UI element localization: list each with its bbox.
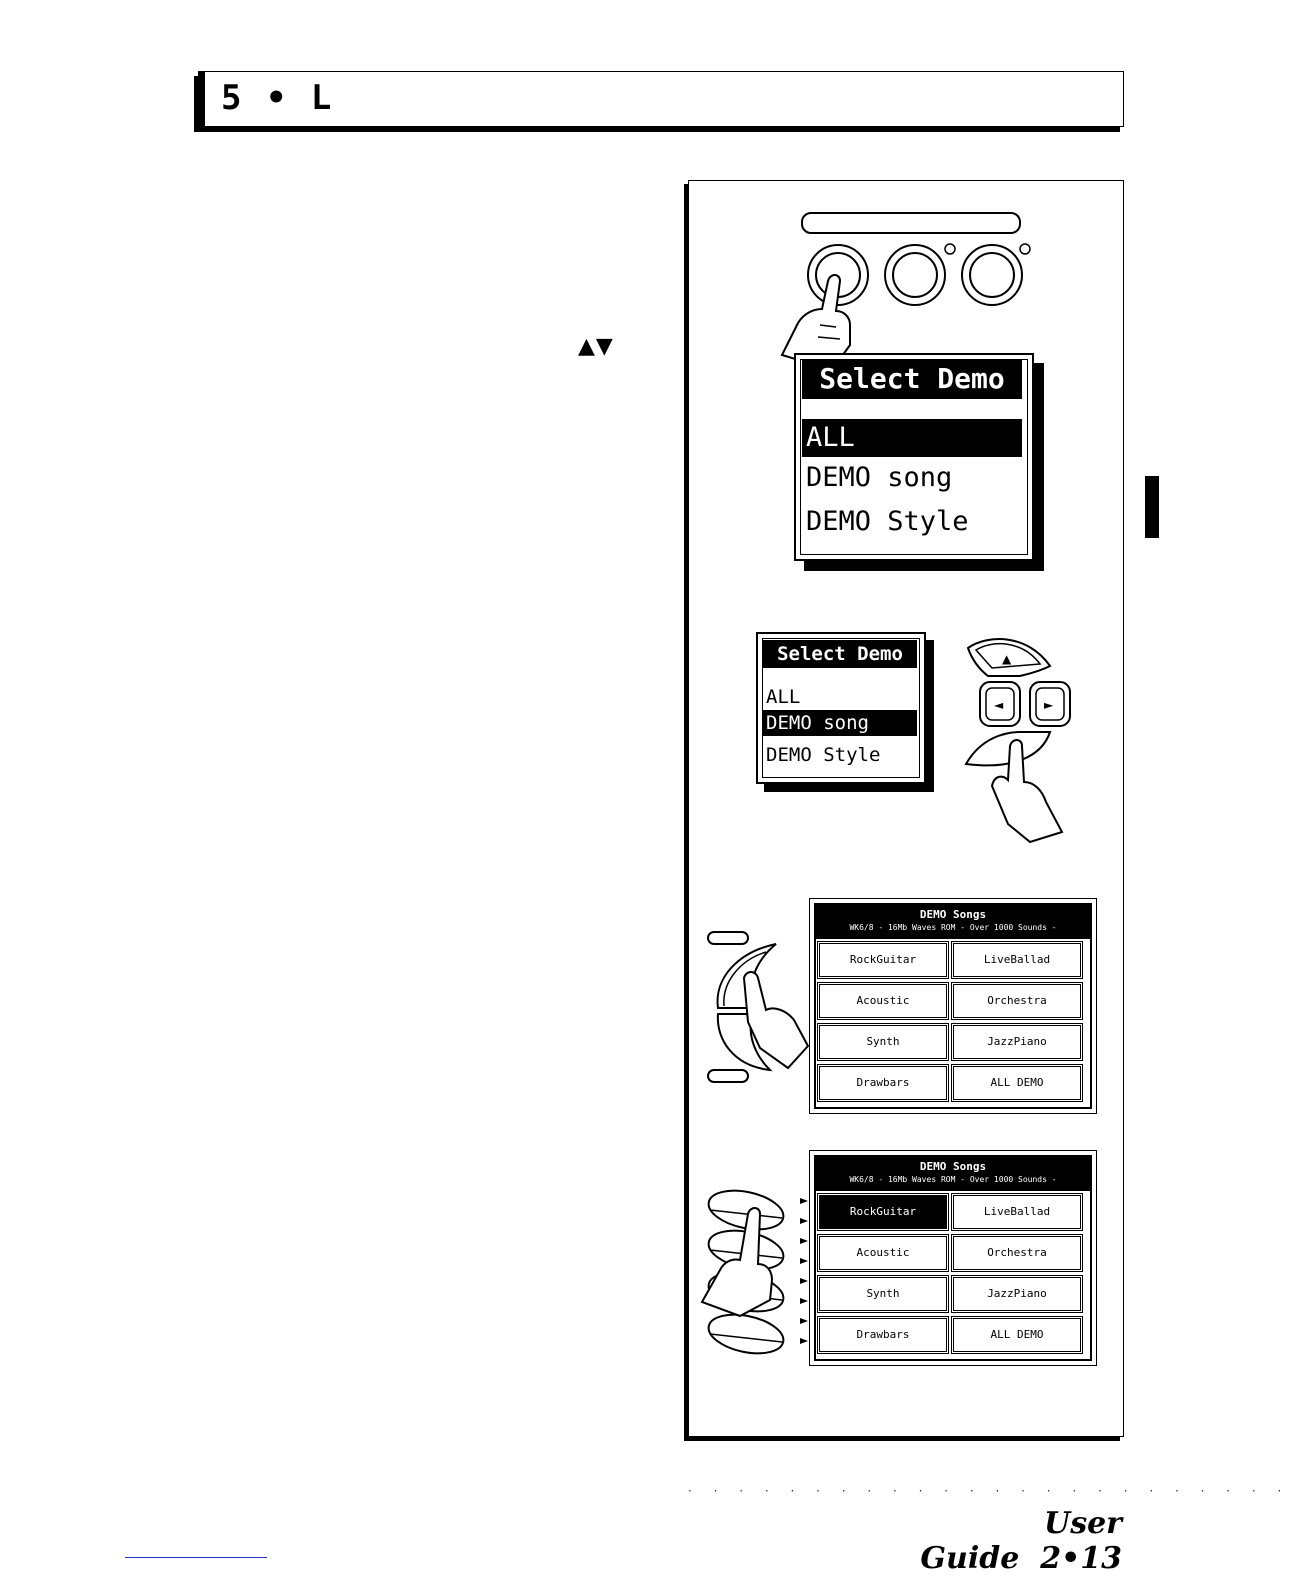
demo-songs-title: DEMO Songs	[919, 908, 987, 921]
demo-song-cell[interactable]: ALL DEMO	[951, 1316, 1083, 1354]
lcd-option-demo-style[interactable]: DEMO Style	[806, 506, 969, 537]
indicator-slot	[708, 1070, 748, 1082]
chapter-title: 5 • L	[221, 78, 334, 118]
demo-song-cell[interactable]: LiveBallad	[951, 941, 1083, 979]
demo-songs-screen-2	[809, 1150, 1097, 1366]
demo-song-cell[interactable]: Acoustic	[817, 1234, 949, 1272]
chapter-side-tab	[1145, 476, 1159, 538]
select-demo-lcd-large	[794, 353, 1034, 561]
footer-dotted-rule: · · · · · · · · · · · · · · · · · · · · · · · ·	[688, 1484, 1290, 1498]
demo-song-cell[interactable]: Orchestra	[951, 1234, 1083, 1272]
indicator-slot	[708, 932, 748, 944]
arrow-markers	[800, 1198, 808, 1344]
cursor-pad-illustration	[958, 636, 1078, 846]
demo-songs-title: DEMO Songs	[919, 1160, 987, 1173]
demo-song-cell[interactable]: Drawbars	[817, 1064, 949, 1102]
demo-song-cell[interactable]: Synth	[817, 1275, 949, 1313]
footer-page-label	[860, 1506, 1122, 1576]
lcd-option-demo-song[interactable]: DEMO song	[763, 710, 917, 736]
demo-songs-header	[816, 1157, 1090, 1191]
demo-song-cell[interactable]: JazzPiano	[951, 1275, 1083, 1313]
led-icon	[945, 244, 955, 254]
lcd-title: Select Demo	[763, 640, 917, 668]
demo-songs-screen-1	[809, 898, 1097, 1114]
demo-song-cell-selected[interactable]: RockGuitar	[817, 1193, 949, 1231]
left-arrow-icon: ◄	[994, 698, 1004, 712]
footer-guide-label: User Guide	[920, 1506, 1122, 1576]
lcd-option-demo-style[interactable]: DEMO Style	[766, 744, 881, 766]
dial-rocker-illustration	[704, 928, 816, 1088]
cursor-right-button[interactable]	[1030, 682, 1070, 726]
demo-song-cell[interactable]: Synth	[817, 1023, 949, 1061]
up-down-arrows-icon: ▲▼	[578, 334, 614, 359]
chapter-header-tab	[199, 72, 205, 126]
demo-songs-subtitle: WK6/8 - 16Mb Waves ROM - Over 1000 Sounds -	[849, 1175, 1057, 1184]
demo-song-cell[interactable]: Drawbars	[817, 1316, 949, 1354]
lcd-title: Select Demo	[802, 359, 1022, 399]
led-icon	[1020, 244, 1030, 254]
demo-song-cell[interactable]: JazzPiano	[951, 1023, 1083, 1061]
cursor-down-button[interactable]	[966, 732, 1050, 765]
demo-button-panel-illustration	[770, 205, 1040, 375]
lcd-option-all[interactable]: ALL	[802, 419, 1022, 457]
select-demo-lcd-small	[756, 632, 926, 784]
demo-song-cell[interactable]: ALL DEMO	[951, 1064, 1083, 1102]
up-arrow-icon: ▲	[1002, 652, 1012, 666]
cursor-up-button[interactable]	[968, 639, 1050, 676]
demo-song-cell[interactable]: RockGuitar	[817, 941, 949, 979]
right-arrow-icon: ►	[1044, 698, 1054, 712]
demo-songs-subtitle: WK6/8 - 16Mb Waves ROM - Over 1000 Sounds -	[849, 923, 1057, 932]
button-label-strip	[802, 213, 1020, 233]
panel-button-2[interactable]	[885, 245, 945, 305]
panel-button-3[interactable]	[962, 245, 1022, 305]
page-number: 2•13	[1040, 1541, 1122, 1576]
demo-songs-header	[816, 905, 1090, 939]
link-underline	[125, 1557, 267, 1558]
side-buttons-illustration	[700, 1184, 812, 1374]
demo-song-cell[interactable]: Orchestra	[951, 982, 1083, 1020]
lcd-option-demo-song[interactable]: DEMO song	[806, 462, 953, 493]
side-button-4[interactable]	[705, 1308, 787, 1359]
lcd-option-all[interactable]: ALL	[766, 686, 801, 708]
chapter-header	[198, 71, 1124, 127]
demo-song-cell[interactable]: Acoustic	[817, 982, 949, 1020]
cursor-left-button[interactable]	[980, 682, 1020, 726]
demo-song-cell[interactable]: LiveBallad	[951, 1193, 1083, 1231]
